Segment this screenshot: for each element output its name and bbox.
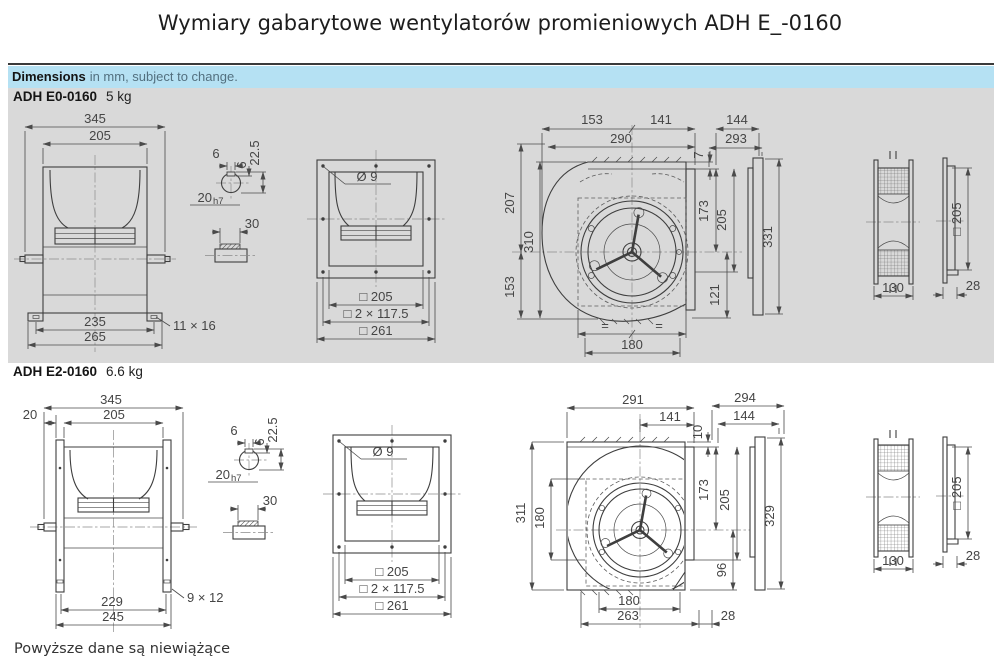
model-name: ADH E2-0160 [13, 364, 98, 379]
dim-scroll-flange-center: 173 [696, 200, 711, 222]
drawing-adh-e2-0160 [8, 363, 994, 645]
dim-flange-inner: □ 205 [375, 564, 409, 579]
dimensions-note: in mm, subject to change. [89, 69, 238, 84]
dim-scroll-flange-center: 173 [696, 479, 711, 501]
dim-scroll-bottom-center: 153 [502, 276, 517, 298]
dim-shaft-key-length: 30 [244, 216, 260, 231]
dim-shaft-key-length: 30 [262, 493, 278, 508]
dim-depth-total: 294 [734, 390, 756, 405]
dim-scroll-base-width: 263 [617, 608, 639, 623]
serration-marks [580, 437, 669, 595]
equal-mark: = [655, 318, 663, 333]
dim-depth-height: 329 [762, 505, 777, 527]
fan-front-view [23, 392, 224, 632]
dim-flange-inner: □ 205 [359, 289, 393, 304]
equal-mark: = [601, 318, 609, 333]
dim-flange-outer: □ 261 [359, 323, 393, 338]
dim-depth-height: 331 [760, 226, 775, 248]
dim-flange-hole: Ø 9 [372, 444, 394, 459]
dim-front-foot-outer: 265 [84, 329, 106, 344]
dim-flange-pitch: □ 2 × 117.5 [343, 306, 409, 321]
dim-scroll-inlet-width: 180 [618, 593, 640, 608]
dim-front-slot: 9 × 12 [187, 590, 224, 605]
scroll-housing-view [513, 392, 750, 628]
dim-front-total-width: 345 [84, 111, 106, 126]
dim-depth-flange: 144 [733, 408, 755, 423]
serration-marks [592, 157, 681, 324]
divider-line [8, 63, 994, 65]
dim-front-foot-inner: 229 [101, 594, 123, 609]
dim-shaft-over-key: 22.5 [247, 140, 262, 166]
shaft-detail [208, 417, 284, 539]
page-title: Wymiary gabarytowe wentylatorów promieniowych ADH E_-0160 [157, 11, 843, 35]
dim-shaft-diameter: 20 [197, 190, 212, 205]
fan-front-view [14, 111, 216, 352]
dim-scroll-center-top: 207 [502, 192, 517, 214]
model-name: ADH E0-0160 [13, 89, 98, 104]
dim-scroll-center-bottom: 121 [707, 284, 722, 306]
dimensions-bar [8, 66, 994, 88]
dimensions-label: Dimensions [12, 69, 86, 84]
dim-shaft-diameter: 20 [215, 467, 230, 482]
dim-front-housing-width: 205 [89, 128, 111, 143]
dim-shaft-over-key: 22.5 [265, 417, 280, 443]
dim-wheel-width: 130 [882, 280, 904, 295]
dim-scroll-outlet-height: 205 [717, 489, 732, 511]
drawing-adh-e0-0160 [8, 89, 994, 363]
inlet-flange-view [323, 425, 461, 618]
dim-flange-pitch: □ 2 × 117.5 [359, 581, 425, 596]
dim-scroll-center-right: 141 [659, 409, 681, 424]
dim-shaft-key-width: 6 [230, 423, 238, 438]
dim-depth-flange: 144 [726, 112, 748, 127]
dim-shaft-tolerance: h7 [231, 473, 242, 484]
dim-scroll-center-bottom: 96 [714, 562, 729, 578]
dim-scroll-offset: 7 [691, 151, 706, 159]
dim-shaft-key-width: 6 [212, 146, 220, 161]
dim-scroll-offset: 10 [690, 424, 705, 440]
dim-scroll-outlet-gap: 28 [720, 608, 736, 623]
dim-front-slot: 11 × 16 [173, 318, 216, 333]
dim-outlet-square: □ 205 [949, 202, 964, 236]
dim-scroll-inlet-width: 180 [621, 337, 643, 352]
dim-front-housing-width: 205 [103, 407, 125, 422]
outlet-profile-view [933, 158, 980, 299]
model-weight: 5 kg [106, 89, 132, 104]
dim-outlet-square: □ 205 [949, 476, 964, 510]
footer-note: Powyższe dane są niewiążące [14, 641, 231, 657]
dim-front-foot-inner: 235 [84, 314, 106, 329]
dim-front-shaft-ext: 20 [22, 407, 38, 422]
dim-flange-hole: Ø 9 [356, 169, 378, 184]
dim-scroll-width: 291 [622, 392, 644, 407]
dim-outlet-depth: 28 [965, 548, 981, 563]
dim-depth-total: 293 [725, 131, 747, 146]
dim-front-total-width: 345 [100, 392, 122, 407]
scroll-housing-view [502, 112, 742, 357]
impeller-side-view [866, 151, 920, 300]
inlet-flange-view [307, 150, 445, 343]
dim-scroll-left-center: 153 [581, 112, 603, 127]
dim-scroll-center-right: 141 [650, 112, 672, 127]
dim-scroll-height: 310 [521, 231, 536, 253]
dim-scroll-inlet-height: 180 [532, 507, 547, 529]
dim-shaft-tolerance: h7 [213, 196, 224, 207]
dim-shaft-key-depth: 6 [252, 438, 267, 446]
dim-wheel-width: 130 [882, 553, 904, 568]
dim-shaft-key-depth: 6 [234, 161, 249, 169]
shaft-detail [190, 140, 266, 262]
dim-scroll-width: 290 [610, 131, 632, 146]
dim-flange-outer: □ 261 [375, 598, 409, 613]
outlet-profile-view [933, 437, 980, 568]
impeller-side-view [866, 430, 920, 573]
dim-scroll-height: 311 [513, 502, 528, 524]
dim-outlet-depth: 28 [965, 278, 981, 293]
dim-scroll-outlet-height: 205 [714, 209, 729, 231]
dim-front-foot-outer: 245 [102, 609, 124, 624]
model-weight: 6.6 kg [106, 364, 143, 379]
